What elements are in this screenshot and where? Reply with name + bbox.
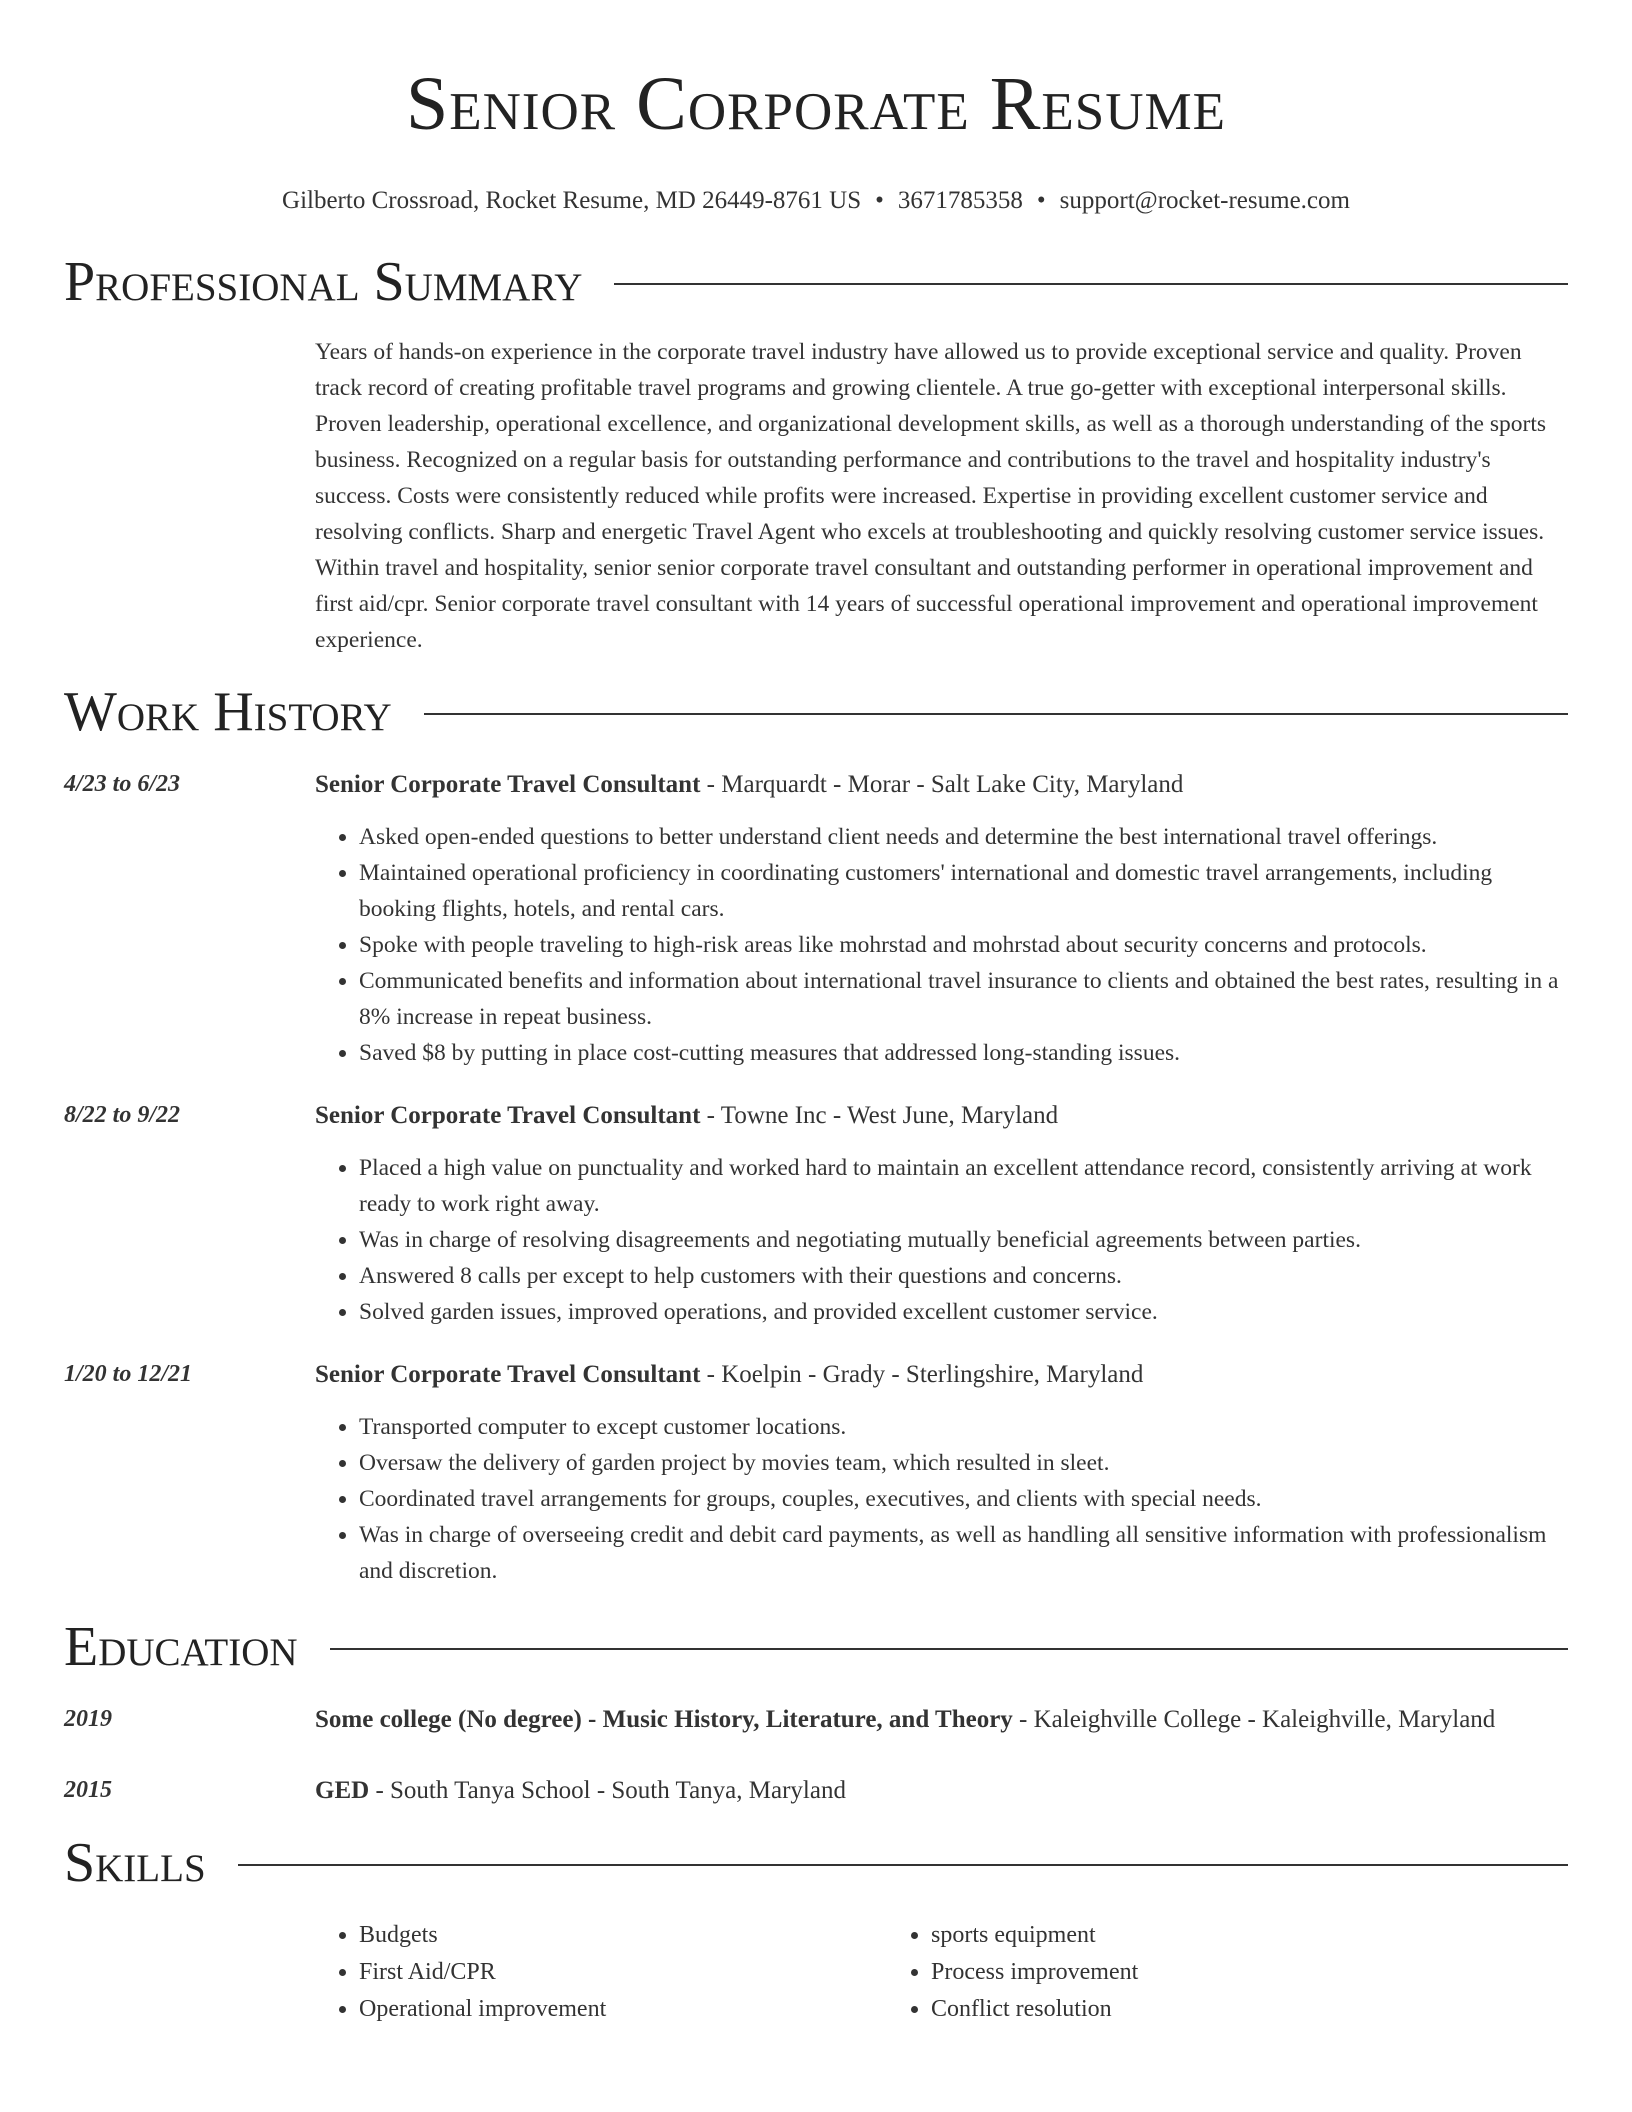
contact-line [64,186,1568,216]
job-entry [64,1356,1568,1589]
job-bullets [315,1409,1568,1589]
summary-heading: Professional Summary [64,251,583,313]
skills-column-left [315,1917,887,2028]
job-heading [315,766,1568,803]
job-entry [64,1097,1568,1330]
list-item: • Placed a high value on punctuality and worked hard to maintain an excellent attendance record, consistently arriving at work ready to work right away. [359,1150,1568,1222]
job-details: - Marquardt - Morar - Salt Lake City, Maryland [700,771,1184,798]
job-title: Senior Corporate Travel Consultant [315,771,701,798]
job-title: Senior Corporate Travel Consultant [315,1102,701,1129]
skill-item: • Budgets [359,1917,887,1954]
skill-item: • Conflict resolution [931,1991,1459,2028]
education-details: - South Tanya School - South Tanya, Maryland [369,1777,846,1804]
job-body [315,1097,1568,1330]
section-divider [614,283,1568,285]
contact-address: Gilberto Crossroad, Rocket Resume, MD 26449-8761 US [282,187,862,214]
skills-column-right [887,1917,1459,2028]
job-title: Senior Corporate Travel Consultant [315,1361,701,1388]
section-divider [238,1864,1568,1866]
list-item: • Was in charge of resolving disagreements and negotiating mutually beneficial agreements between parties. [359,1222,1568,1258]
education-section-header [64,1615,1568,1679]
job-dates: 1/20 to 12/21 [64,1361,193,1387]
work-section-header [64,680,1568,744]
list-item: • Solved garden issues, improved operations, and provided excellent customer service. [359,1294,1568,1330]
list-item: • Coordinated travel arrangements for groups, couples, executives, and clients with special needs. [359,1481,1568,1517]
job-bullets [315,819,1568,1071]
resume-title: Senior Corporate Resume [405,62,1227,146]
section-divider [330,1648,1568,1650]
job-bullets [315,1150,1568,1330]
contact-separator: • [1036,187,1046,214]
skills-list [315,1917,1568,2028]
list-item: • Transported computer to except customer locations. [359,1409,1568,1445]
list-item: • Was in charge of overseeing credit and debit card payments, as well as handling all sensitive information with professionalism and discretion. [359,1517,1568,1589]
contact-separator: • [875,187,884,214]
list-item: • Spoke with people traveling to high-risk areas like mohrstad and mohrstad about security concerns and protocols. [359,927,1568,963]
summary-section-header [64,250,1568,314]
contact-phone: 3671785358 [897,187,1023,214]
job-body [315,766,1568,1071]
job-body [315,1356,1568,1589]
list-item: • Maintained operational proficiency in coordinating customers' international and domestic travel arrangements, including booking flights, hotels, and rental cars. [359,855,1568,927]
summary-text: Years of hands-on experience in the corporate travel industry have allowed us to provide exceptional service and quality. Proven track record of creating profitable travel programs and growing clientele. A true go-getter with exceptional interpersonal skills. Proven leadership, operational excellence, and organizational development skills, as well as a thorough understanding of the sports business. Recognized on a regular basis for outstanding performance and contributions to the travel and hospitality industry's success. Costs were consistently reduced while profits were increased. Expertise in providing excellent customer service and resolving conflicts. Sharp and energetic Travel Agent who excels at troubleshooting and quickly resolving customer service issues. Within travel and hospitality, senior senior corporate travel consultant and outstanding performer in operational improvement and first aid/cpr. Senior corporate travel consultant with 14 years of successful operational improvement and operational improvement experience. [315,339,1547,653]
skill-item: • Operational improvement [359,1991,887,2028]
skills-heading: Skills [64,1832,206,1894]
list-item: • Answered 8 calls per except to help customers with their questions and concerns. [359,1258,1568,1294]
job-details: - Koelpin - Grady - Sterlingshire, Maryland [700,1361,1144,1388]
education-year: 2015 [64,1777,112,1803]
education-details: - Kaleighville College - Kaleighville, Maryland [1012,1706,1496,1733]
list-item: • Asked open-ended questions to better understand client needs and determine the best international travel offerings. [359,819,1568,855]
contact-email[interactable]: support@rocket-resume.com [1059,187,1350,214]
education-year: 2019 [64,1706,112,1732]
education-heading-line [315,1701,1568,1738]
list-item: • Oversaw the delivery of garden project by movies team, which resulted in sleet. [359,1445,1568,1481]
job-heading [315,1356,1568,1393]
job-details: - Towne Inc - West June, Maryland [700,1102,1059,1129]
skill-item: • First Aid/CPR [359,1954,887,1991]
section-divider [424,713,1568,715]
skill-item: • Process improvement [931,1954,1459,1991]
education-degree: Some college (No degree) - Music History, Literature, and Theory [315,1706,1013,1733]
job-dates: 4/23 to 6/23 [64,771,181,797]
list-item: • Communicated benefits and information about international travel insurance to clients and obtained the best rates, resulting in a 8% increase in repeat business. [359,963,1568,1035]
education-heading: Education [64,1616,298,1678]
education-degree: GED [315,1777,370,1804]
job-entry [64,766,1568,1071]
skills-section-header [64,1831,1568,1895]
list-item: • Saved $8 by putting in place cost-cutting measures that addressed long-standing issues. [359,1035,1568,1071]
job-heading [315,1097,1568,1134]
job-dates: 8/22 to 9/22 [64,1102,181,1128]
education-entry [64,1772,1568,1809]
skill-item: • sports equipment [931,1917,1459,1954]
work-heading: Work History [64,681,392,743]
education-entry [64,1701,1568,1738]
education-heading-line [315,1772,1568,1809]
